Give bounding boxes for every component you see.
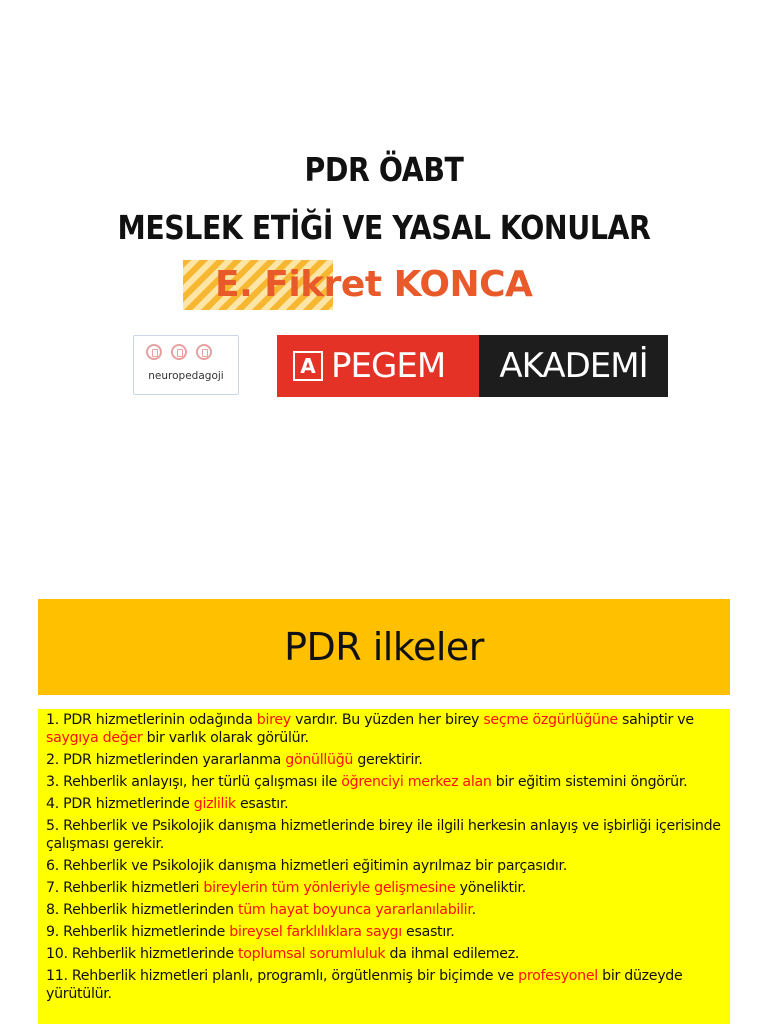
- highlighted-text: profesyonel: [518, 968, 598, 984]
- principle-text: esastır.: [235, 796, 289, 812]
- principle-text: 8. Rehberlik hizmetlerinden: [46, 902, 238, 918]
- neuropedagoji-logo: [133, 335, 239, 395]
- section-title: PDR ilkeler: [284, 625, 484, 669]
- principle-text: bir eğitim sistemini öngörür.: [491, 774, 688, 790]
- publisher-part2: AKADEMİ: [499, 346, 648, 386]
- principle-text: sahiptir ve: [617, 712, 694, 728]
- principle-text: 5. Rehberlik ve Psikolojik danışma hizmetlerinde birey ile ilgili herkesin anlayış ve işbirliği içerisinde çalışması gerekir.: [46, 818, 721, 852]
- principle-text: 6. Rehberlik ve Psikolojik danışma hizmetleri eğitimin ayrılmaz bir parçasıdır.: [46, 858, 567, 874]
- cover-title-line2: MESLEK ETİĞİ VE YASAL KONULAR: [117, 208, 651, 247]
- principle-text: yöneliktir.: [455, 880, 526, 896]
- brain-icons: [146, 344, 212, 360]
- author-logo: [183, 258, 568, 314]
- principle-item: [46, 879, 722, 897]
- principle-text: gerektirir.: [353, 752, 423, 768]
- principle-text: bir düzeyde yürütülür.: [46, 968, 683, 1002]
- principle-text: bir varlık olarak görülür.: [142, 730, 309, 746]
- principle-item: [46, 751, 722, 769]
- principle-item: [46, 817, 722, 853]
- publisher-part1: PEGEM: [331, 346, 446, 386]
- principle-text: 7. Rehberlik hizmetleri: [46, 880, 204, 896]
- principle-text: .: [471, 902, 476, 918]
- highlighted-text: tüm hayat boyunca yararlanılabilir: [237, 902, 472, 918]
- principle-item: [46, 711, 722, 747]
- principle-text: da ihmal edilemez.: [385, 946, 520, 962]
- highlighted-text: gizlilik: [193, 796, 236, 812]
- highlighted-text: saygıya değer: [46, 730, 143, 746]
- highlighted-text: gönüllüğü: [285, 752, 354, 768]
- principle-item: [46, 923, 722, 941]
- principle-text: 4. PDR hizmetlerinde: [46, 796, 194, 812]
- principle-text: 11. Rehberlik hizmetleri planlı, programlı, örgütlenmiş bir biçimde ve: [46, 968, 519, 984]
- principle-item: [46, 857, 722, 875]
- pegem-a-icon: A: [293, 351, 323, 381]
- brain-icon: [196, 344, 212, 360]
- pegem-black-block: [479, 335, 668, 397]
- principle-text: 9. Rehberlik hizmetlerinde: [46, 924, 230, 940]
- principles-list: [38, 709, 730, 1024]
- principle-text: 3. Rehberlik anlayışı, her türlü çalışması ile: [46, 774, 342, 790]
- pegem-akademi-logo: [277, 335, 668, 397]
- pegem-red-block: [277, 335, 479, 397]
- highlighted-text: toplumsal sorumluluk: [237, 946, 386, 962]
- highlighted-text: bireysel farklılıklara saygı: [229, 924, 402, 940]
- brain-icon: [146, 344, 162, 360]
- principle-text: vardır. Bu yüzden her birey: [290, 712, 484, 728]
- principle-text: 1. PDR hizmetlerinin odağında: [46, 712, 257, 728]
- highlighted-text: seçme özgürlüğüne: [483, 712, 618, 728]
- highlighted-text: öğrenciyi merkez alan: [341, 774, 492, 790]
- section-header: [38, 599, 730, 695]
- brain-icon: [171, 344, 187, 360]
- principle-text: 10. Rehberlik hizmetlerinde: [46, 946, 238, 962]
- principle-item: [46, 945, 722, 963]
- neuropedagoji-label: neuropedagoji: [148, 370, 224, 382]
- principle-item: [46, 773, 722, 791]
- highlighted-text: birey: [256, 712, 291, 728]
- highlighted-text: bireylerin tüm yönleriyle gelişmesine: [203, 880, 456, 896]
- principle-text: esastır.: [401, 924, 455, 940]
- principle-item: [46, 795, 722, 813]
- principle-item: [46, 967, 722, 1003]
- cover-title-line1: PDR ÖABT: [304, 150, 464, 189]
- principle-item: [46, 901, 722, 919]
- principle-text: 2. PDR hizmetlerinden yararlanma: [46, 752, 286, 768]
- author-name: E. Fikret KONCA: [215, 264, 533, 305]
- principles-slide: [38, 599, 730, 1024]
